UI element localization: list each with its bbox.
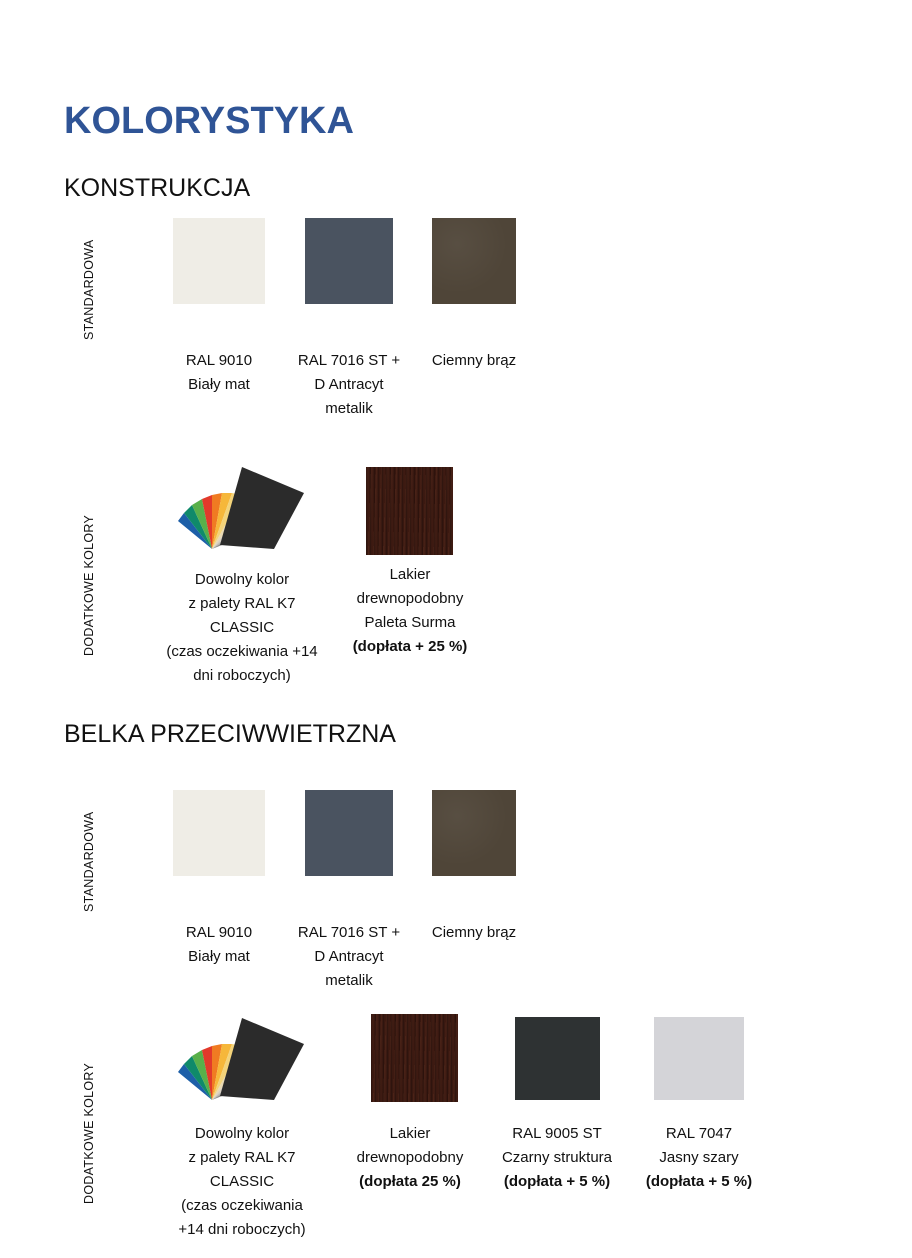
swatch-ral-7016 (305, 218, 393, 304)
ral-palette-fan-icon-2 (176, 1014, 308, 1106)
caption-ciemny-braz: Ciemny brąz (431, 352, 517, 369)
caption-dowolny-kolor-2: Dowolny kolor z palety RAL K7 CLASSIC (czas oczekiwania +14 dni roboczych) (178, 1125, 306, 1238)
ral-palette-fan-icon (176, 463, 308, 555)
swatch-ciemny-braz (432, 218, 516, 304)
page-title: KOLORYSTYKA (64, 100, 354, 142)
swatch-ral-9005 (515, 1017, 600, 1100)
caption-ral-9005: RAL 9005 ST Czarny struktura (dopłata + 5 %) (501, 1125, 613, 1190)
swatch-lakier-drewnopodobny-2 (371, 1014, 458, 1102)
caption-ral-7016: RAL 7016 ST + D Antracyt metalik (297, 352, 401, 417)
caption-ral-9010: RAL 9010 Biały mat (185, 352, 253, 393)
vertical-label-additional: DODATKOWE KOLORY (82, 514, 96, 656)
vertical-label-additional-2: DODATKOWE KOLORY (82, 1062, 96, 1204)
caption-lakier-2: Lakier drewnopodobny (dopłata 25 %) (356, 1125, 464, 1190)
caption-ral-9010-2: RAL 9010 Biały mat (185, 924, 253, 965)
caption-ral-7047: RAL 7047 Jasny szary (dopłata + 5 %) (645, 1125, 753, 1190)
vertical-label-standard: STANDARDOWA (82, 239, 96, 340)
swatch-ral-7016-2 (305, 790, 393, 876)
caption-ral-7016-2: RAL 7016 ST + D Antracyt metalik (297, 924, 401, 989)
caption-lakier-surma: Lakier drewnopodobny Paleta Surma (dopłata + 25 %) (352, 566, 468, 655)
swatch-ral-7047 (654, 1017, 744, 1100)
swatch-ciemny-braz-2 (432, 790, 516, 876)
section-title-konstrukcja: KONSTRUKCJA (64, 174, 251, 202)
swatch-ral-9010-2 (173, 790, 265, 876)
section-title-belka: BELKA PRZECIWWIETRZNA (64, 720, 396, 748)
swatch-lakier-drewnopodobny (366, 467, 453, 555)
caption-ciemny-braz-2: Ciemny brąz (431, 924, 517, 941)
vertical-label-standard-2: STANDARDOWA (82, 811, 96, 912)
swatch-ral-9010 (173, 218, 265, 304)
caption-dowolny-kolor: Dowolny kolor z palety RAL K7 CLASSIC (czas oczekiwania +14 dni roboczych) (166, 571, 318, 684)
